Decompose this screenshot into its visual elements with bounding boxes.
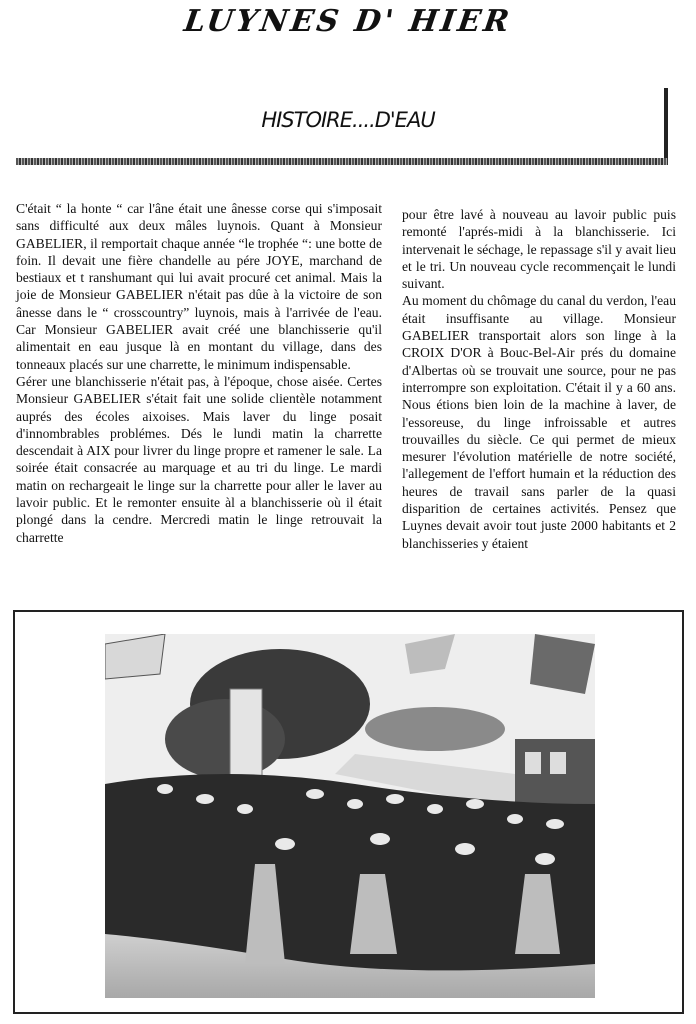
paragraph: pour être lavé à nouveau au lavoir public puis remonté l'aprés-midi à la blanchisserie. Ici intervenait le séchage, le repassage s'il y avait lieu et le tri. Un nouveau cycle recommençait le lundi suivant. bbox=[402, 207, 676, 292]
paragraph: Gérer une blanchisserie n'était pas, à l'époque, chose aisée. Certes Monsieur GABELIER s'était fait une solide clientèle notamment auprés des écoles aixoises. Mais laver du linge posait d'innombrables problémes. Dés le lundi matin la charrette descendait à AIX pour livrer du linge propre et ramener le sale. La soirée était consacrée au marquage et au tri du linge. Le mardi matin on rechargeait le linge sur la charrette pour aller le laver au lavoir public. Et le remonter ensuite àl a blanchisserie où il était plongé dans la cendre. Mercredi matin le linge retrouvait la charrette bbox=[16, 373, 382, 545]
article-left-column bbox=[16, 200, 382, 546]
paragraph: Au moment du chômage du canal du verdon, l'eau était insuffisante au village. Monsieur GABELIER transportait alors son linge à la CROIX D'OR à Bouc-Bel-Air prés du domaine d'Albertas où se trouvait une source, pour ne pas interrompre son exploitation. C'était il y a 60 ans. Nous étions bien loin de la machine à laver, de l'essoreuse, du linge infroissable et autres trouvailles du siècle. Ce qui permet de mieux mesurer l'évolution matérielle de notre société, l'allegement de l'effort humain et la réduction des heures de travail sans parler de la quasi disparition de certaines activités. Pensez que Luynes devait avoir tout juste 2000 habitants et 2 blanchisseries y étaient bbox=[402, 293, 676, 551]
masthead-title: LUYNES D' HIER bbox=[181, 4, 515, 39]
crowd-photo-icon bbox=[105, 634, 595, 998]
decorative-rule bbox=[664, 88, 668, 160]
header-band bbox=[16, 158, 668, 165]
paragraph: C'était “ la honte “ car l'âne était une ânesse corse qui s'imposait sans difficulté aux deux mâles luynois. Quant à Monsieur GABELIER, il remportait chaque année “le trophée “: une botte de foin. Il devait une fière chandelle au pére JOYE, marchand de bestiaux et t ranshumant qui lui avait procuré cet animal. Mais la joie de Monsieur GABELIER n'était pas dûe à la victoire de son ânesse dans le “ crosscountry” luynois, mais à l'arrivée de l'eau. Car Monsieur GABELIER avait créé une blanchisserie qu'il alimentait en eau jusque là en montant du village, dans des tonneaux placés sur une charrette, le minimum indispensable. bbox=[16, 201, 382, 372]
photo-frame bbox=[13, 610, 684, 1014]
article-right-column bbox=[402, 206, 676, 552]
article-subtitle: HISTOIRE....D'EAU bbox=[261, 108, 435, 132]
